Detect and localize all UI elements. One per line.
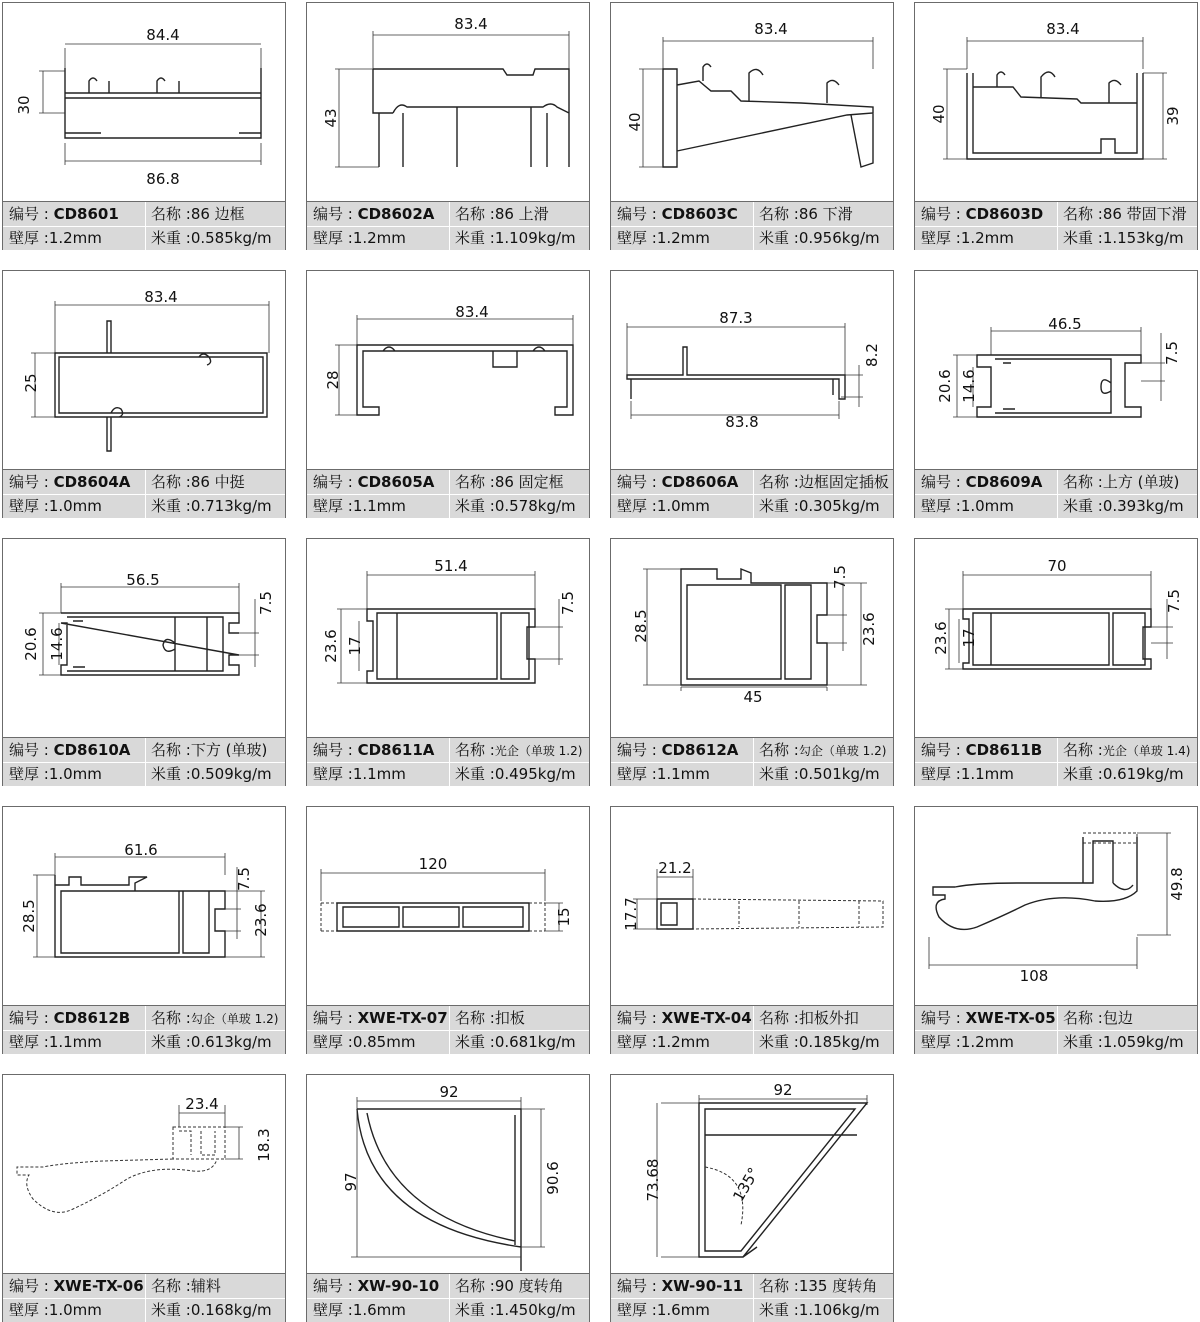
angle-label: 135° <box>729 1164 763 1205</box>
profile-card-cd8612a <box>610 538 894 786</box>
dim-glass-slot: 7.5 <box>559 591 577 615</box>
profile-name: 86 固定框 <box>494 473 564 491</box>
wall-thickness: 1.0mm <box>48 765 102 783</box>
profile-name: 下方 (单玻) <box>190 741 268 759</box>
spec-table: 编号 : XWE-TX-07 名称 :扣板 壁厚 :0.85mm 米重 :0.681kg/m <box>307 1005 589 1054</box>
spec-table: 编号 : CD8603D 名称 :86 带固下滑 壁厚 :1.2mm 米重 :1.153kg/m <box>915 201 1197 250</box>
profile-drawing <box>307 1075 589 1271</box>
profile-code: XWE-TX-07 <box>357 1009 448 1027</box>
dim-width: 61.6 <box>124 841 158 859</box>
dim-glass-slot: 7.5 <box>235 867 253 891</box>
profile-name: 135 度转角 <box>798 1277 878 1295</box>
dim-height-left: 97 <box>342 1172 360 1192</box>
dim-width: 120 <box>418 855 448 873</box>
dim-height: 25 <box>22 373 40 393</box>
spec-table: 编号 : XWE-TX-06 名称 :辅料 壁厚 :1.0mm 米重 :0.168kg/m <box>3 1273 285 1322</box>
spec-table: 编号 : XW-90-10 名称 :90 度转角 壁厚 :1.6mm 米重 :1.450kg/m <box>307 1273 589 1322</box>
profile-name: 86 下滑 <box>798 205 853 223</box>
profile-code: CD8610A <box>53 741 131 759</box>
dim-width: 92 <box>439 1083 459 1101</box>
spec-table: 编号 : XWE-TX-04 名称 :扣板外扣 壁厚 :1.2mm 米重 :0.185kg/m <box>611 1005 893 1054</box>
profile-code: CD8606A <box>661 473 739 491</box>
dim-height: 8.2 <box>863 343 881 367</box>
profile-name: 上方 (单玻) <box>1102 473 1180 491</box>
wall-thickness: 1.1mm <box>656 765 710 783</box>
profile-name: 86 带固下滑 <box>1102 205 1187 223</box>
dim-width: 51.4 <box>434 557 468 575</box>
profile-card-cd8612b <box>2 806 286 1054</box>
profile-drawing <box>611 1075 893 1271</box>
profile-card-cd8611b <box>914 538 1198 786</box>
dim-width: 83.4 <box>144 288 178 306</box>
meter-weight: 0.713kg/m <box>190 497 272 515</box>
dim-height-outer: 23.6 <box>322 629 340 663</box>
wall-thickness: 1.6mm <box>656 1301 710 1319</box>
meter-weight: 0.501kg/m <box>798 765 880 783</box>
dim-height: 43 <box>322 108 340 128</box>
profile-drawing <box>915 271 1197 467</box>
profile-drawing <box>3 1075 285 1271</box>
meter-weight: 0.509kg/m <box>190 765 272 783</box>
profile-code: CD8612A <box>661 741 739 759</box>
dim-height-outer: 20.6 <box>22 627 40 661</box>
profile-card-cd8605a <box>306 270 590 518</box>
wall-thickness: 1.0mm <box>48 1301 102 1319</box>
profile-name: 86 上滑 <box>494 205 549 223</box>
wall-thickness: 0.85mm <box>352 1033 416 1051</box>
spec-table: 编号 : CD8601 名称 :86 边框 壁厚 :1.2mm 米重 :0.585kg/m <box>3 201 285 250</box>
wall-thickness: 1.1mm <box>960 765 1014 783</box>
profile-name: 勾企（单玻 1.2) <box>798 744 887 758</box>
dim-height: 49.8 <box>1168 867 1186 901</box>
spec-table: 编号 : CD8612A 名称 :勾企（单玻 1.2) 壁厚 :1.1mm 米重 :0.501kg/m <box>611 737 893 786</box>
profile-card-cd8606a <box>610 270 894 518</box>
dim-height-inner: 14.6 <box>48 627 66 661</box>
wall-thickness: 1.6mm <box>352 1301 406 1319</box>
profile-drawing <box>611 3 893 199</box>
spec-table: 编号 : CD8611B 名称 :光企（单玻 1.4) 壁厚 :1.1mm 米重 :0.619kg/m <box>915 737 1197 786</box>
dim-width: 83.4 <box>455 303 489 321</box>
meter-weight: 1.059kg/m <box>1102 1033 1184 1051</box>
meter-weight: 1.109kg/m <box>494 229 576 247</box>
dim-width: 46.5 <box>1048 315 1082 333</box>
profile-name: 包边 <box>1102 1009 1133 1027</box>
profile-card-cd8609a <box>914 270 1198 518</box>
dim-height: 40 <box>626 112 644 132</box>
dim-width-top: 84.4 <box>146 26 180 44</box>
dim-height: 17.7 <box>622 897 640 931</box>
profile-code: CD8602A <box>357 205 435 223</box>
dim-width: 21.2 <box>658 859 692 877</box>
profile-card-cd8601 <box>2 2 286 250</box>
profile-drawing <box>3 539 285 735</box>
dim-height-right: 39 <box>1164 106 1182 126</box>
dim-height: 28 <box>324 370 342 390</box>
dim-height: 30 <box>15 95 33 115</box>
spec-table: 编号 : CD8602A 名称 :86 上滑 壁厚 :1.2mm 米重 :1.109kg/m <box>307 201 589 250</box>
dim-width: 23.4 <box>185 1095 219 1113</box>
profile-drawing <box>611 271 893 467</box>
wall-thickness: 1.2mm <box>960 1033 1014 1051</box>
profile-drawing <box>307 539 589 735</box>
dim-height-right: 90.6 <box>544 1161 562 1195</box>
profile-code: XWE-TX-04 <box>661 1009 752 1027</box>
meter-weight: 1.106kg/m <box>798 1301 880 1319</box>
wall-thickness: 1.2mm <box>656 229 710 247</box>
dim-height: 73.68 <box>644 1158 662 1202</box>
profile-drawing <box>3 271 285 467</box>
dim-height-inner: 14.6 <box>960 369 978 403</box>
meter-weight: 0.305kg/m <box>798 497 880 515</box>
profile-code: CD8601 <box>53 205 119 223</box>
dim-height-inner: 17 <box>346 636 364 656</box>
dim-width: 83.4 <box>754 20 788 38</box>
spec-table: 编号 : CD8610A 名称 :下方 (单玻) 壁厚 :1.0mm 米重 :0.509kg/m <box>3 737 285 786</box>
profile-name: 光企（单玻 1.2) <box>494 744 583 758</box>
dim-width-bottom: 86.8 <box>146 170 180 188</box>
wall-thickness: 1.2mm <box>48 229 102 247</box>
profile-code: CD8612B <box>53 1009 131 1027</box>
profile-card-xwe-tx-07 <box>306 806 590 1054</box>
profile-drawing <box>915 539 1197 735</box>
profile-code: CD8605A <box>357 473 435 491</box>
profile-name: 勾企（单玻 1.2) <box>190 1012 279 1026</box>
profile-drawing <box>915 807 1197 1003</box>
spec-table: 编号 : XW-90-11 名称 :135 度转角 壁厚 :1.6mm 米重 :1.106kg/m <box>611 1273 893 1322</box>
profile-code: CD8604A <box>53 473 131 491</box>
dim-height: 28.5 <box>632 609 650 643</box>
dim-width-bottom: 83.8 <box>725 413 759 431</box>
profile-drawing <box>611 807 893 1003</box>
spec-table: 编号 : CD8603C 名称 :86 下滑 壁厚 :1.2mm 米重 :0.956kg/m <box>611 201 893 250</box>
meter-weight: 0.168kg/m <box>190 1301 272 1319</box>
dim-width: 45 <box>743 688 763 706</box>
profile-code: XWE-TX-05 <box>965 1009 1056 1027</box>
profile-drawing <box>3 3 285 199</box>
dim-glass-slot: 7.5 <box>257 591 275 615</box>
dim-height-right: 23.6 <box>860 612 878 646</box>
dim-glass-slot: 7.5 <box>1165 589 1183 613</box>
profile-code: XW-90-10 <box>357 1277 440 1295</box>
profile-code: CD8611A <box>357 741 435 759</box>
profile-code: CD8611B <box>965 741 1043 759</box>
profile-drawing <box>915 3 1197 199</box>
profile-drawing <box>611 539 893 735</box>
profile-name: 86 中挺 <box>190 473 245 491</box>
dim-height-left: 40 <box>930 104 948 124</box>
dim-glass-slot: 7.5 <box>1163 341 1181 365</box>
profile-card-cd8603d <box>914 2 1198 250</box>
profile-card-xwe-tx-05 <box>914 806 1198 1054</box>
dim-width: 87.3 <box>719 309 753 327</box>
dim-height: 18.3 <box>255 1128 273 1162</box>
wall-thickness: 1.2mm <box>352 229 406 247</box>
dim-width: 56.5 <box>126 571 160 589</box>
wall-thickness: 1.0mm <box>48 497 102 515</box>
dim-width: 92 <box>773 1081 793 1099</box>
profile-drawing <box>307 3 589 199</box>
meter-weight: 0.585kg/m <box>190 229 272 247</box>
dim-height: 15 <box>555 907 573 927</box>
meter-weight: 0.578kg/m <box>494 497 576 515</box>
dim-height: 28.5 <box>20 899 38 933</box>
meter-weight: 0.495kg/m <box>494 765 576 783</box>
meter-weight: 0.393kg/m <box>1102 497 1184 515</box>
profile-card-xw-90-11 <box>610 1074 894 1322</box>
dim-width: 108 <box>1019 967 1049 985</box>
profile-code: CD8603C <box>661 205 738 223</box>
profile-card-cd8610a <box>2 538 286 786</box>
dim-glass-slot: 7.5 <box>831 565 849 589</box>
meter-weight: 1.153kg/m <box>1102 229 1184 247</box>
dim-height-outer: 23.6 <box>932 621 950 655</box>
wall-thickness: 1.1mm <box>48 1033 102 1051</box>
meter-weight: 1.450kg/m <box>494 1301 576 1319</box>
profile-card-xwe-tx-06 <box>2 1074 286 1322</box>
profile-drawing <box>3 807 285 1003</box>
wall-thickness: 1.2mm <box>656 1033 710 1051</box>
profile-name: 扣板外扣 <box>798 1009 859 1027</box>
wall-thickness: 1.0mm <box>656 497 710 515</box>
spec-table: 编号 : CD8604A 名称 :86 中挺 壁厚 :1.0mm 米重 :0.713kg/m <box>3 469 285 518</box>
dim-width: 70 <box>1047 557 1067 575</box>
meter-weight: 0.681kg/m <box>494 1033 576 1051</box>
dim-height-inner: 17 <box>960 628 978 648</box>
profile-card-cd8602a <box>306 2 590 250</box>
profile-name: 光企（单玻 1.4) <box>1102 744 1191 758</box>
profile-code: CD8609A <box>965 473 1043 491</box>
wall-thickness: 1.1mm <box>352 765 406 783</box>
dim-height-outer: 20.6 <box>936 369 954 403</box>
wall-thickness: 1.0mm <box>960 497 1014 515</box>
meter-weight: 0.956kg/m <box>798 229 880 247</box>
profile-card-xwe-tx-04 <box>610 806 894 1054</box>
profile-card-cd8603c <box>610 2 894 250</box>
profile-code: CD8603D <box>965 205 1044 223</box>
spec-table: 编号 : CD8606A 名称 :边框固定插板 壁厚 :1.0mm 米重 :0.305kg/m <box>611 469 893 518</box>
dim-width: 83.4 <box>454 15 488 33</box>
profile-card-cd8604a <box>2 270 286 518</box>
profile-drawing <box>307 271 589 467</box>
profile-card-cd8611a <box>306 538 590 786</box>
profile-name: 辅料 <box>190 1277 221 1295</box>
meter-weight: 0.619kg/m <box>1102 765 1184 783</box>
spec-table: 编号 : CD8611A 名称 :光企（单玻 1.2) 壁厚 :1.1mm 米重 :0.495kg/m <box>307 737 589 786</box>
wall-thickness: 1.2mm <box>960 229 1014 247</box>
spec-table: 编号 : XWE-TX-05 名称 :包边 壁厚 :1.2mm 米重 :1.059kg/m <box>915 1005 1197 1054</box>
profile-code: XW-90-11 <box>661 1277 744 1295</box>
spec-table: 编号 : CD8612B 名称 :勾企（单玻 1.2) 壁厚 :1.1mm 米重 :0.613kg/m <box>3 1005 285 1054</box>
profile-name: 边框固定插板 <box>798 473 889 491</box>
dim-width: 83.4 <box>1046 20 1080 38</box>
profile-code: XWE-TX-06 <box>53 1277 144 1295</box>
profile-name: 86 边框 <box>190 205 245 223</box>
spec-table: 编号 : CD8609A 名称 :上方 (单玻) 壁厚 :1.0mm 米重 :0.393kg/m <box>915 469 1197 518</box>
profile-drawing <box>307 807 589 1003</box>
wall-thickness: 1.1mm <box>352 497 406 515</box>
spec-table: 编号 : CD8605A 名称 :86 固定框 壁厚 :1.1mm 米重 :0.578kg/m <box>307 469 589 518</box>
profile-name: 90 度转角 <box>494 1277 564 1295</box>
profile-name: 扣板 <box>494 1009 525 1027</box>
dim-height-right: 23.6 <box>252 903 270 937</box>
meter-weight: 0.185kg/m <box>798 1033 880 1051</box>
meter-weight: 0.613kg/m <box>190 1033 272 1051</box>
profile-card-xw-90-10 <box>306 1074 590 1322</box>
